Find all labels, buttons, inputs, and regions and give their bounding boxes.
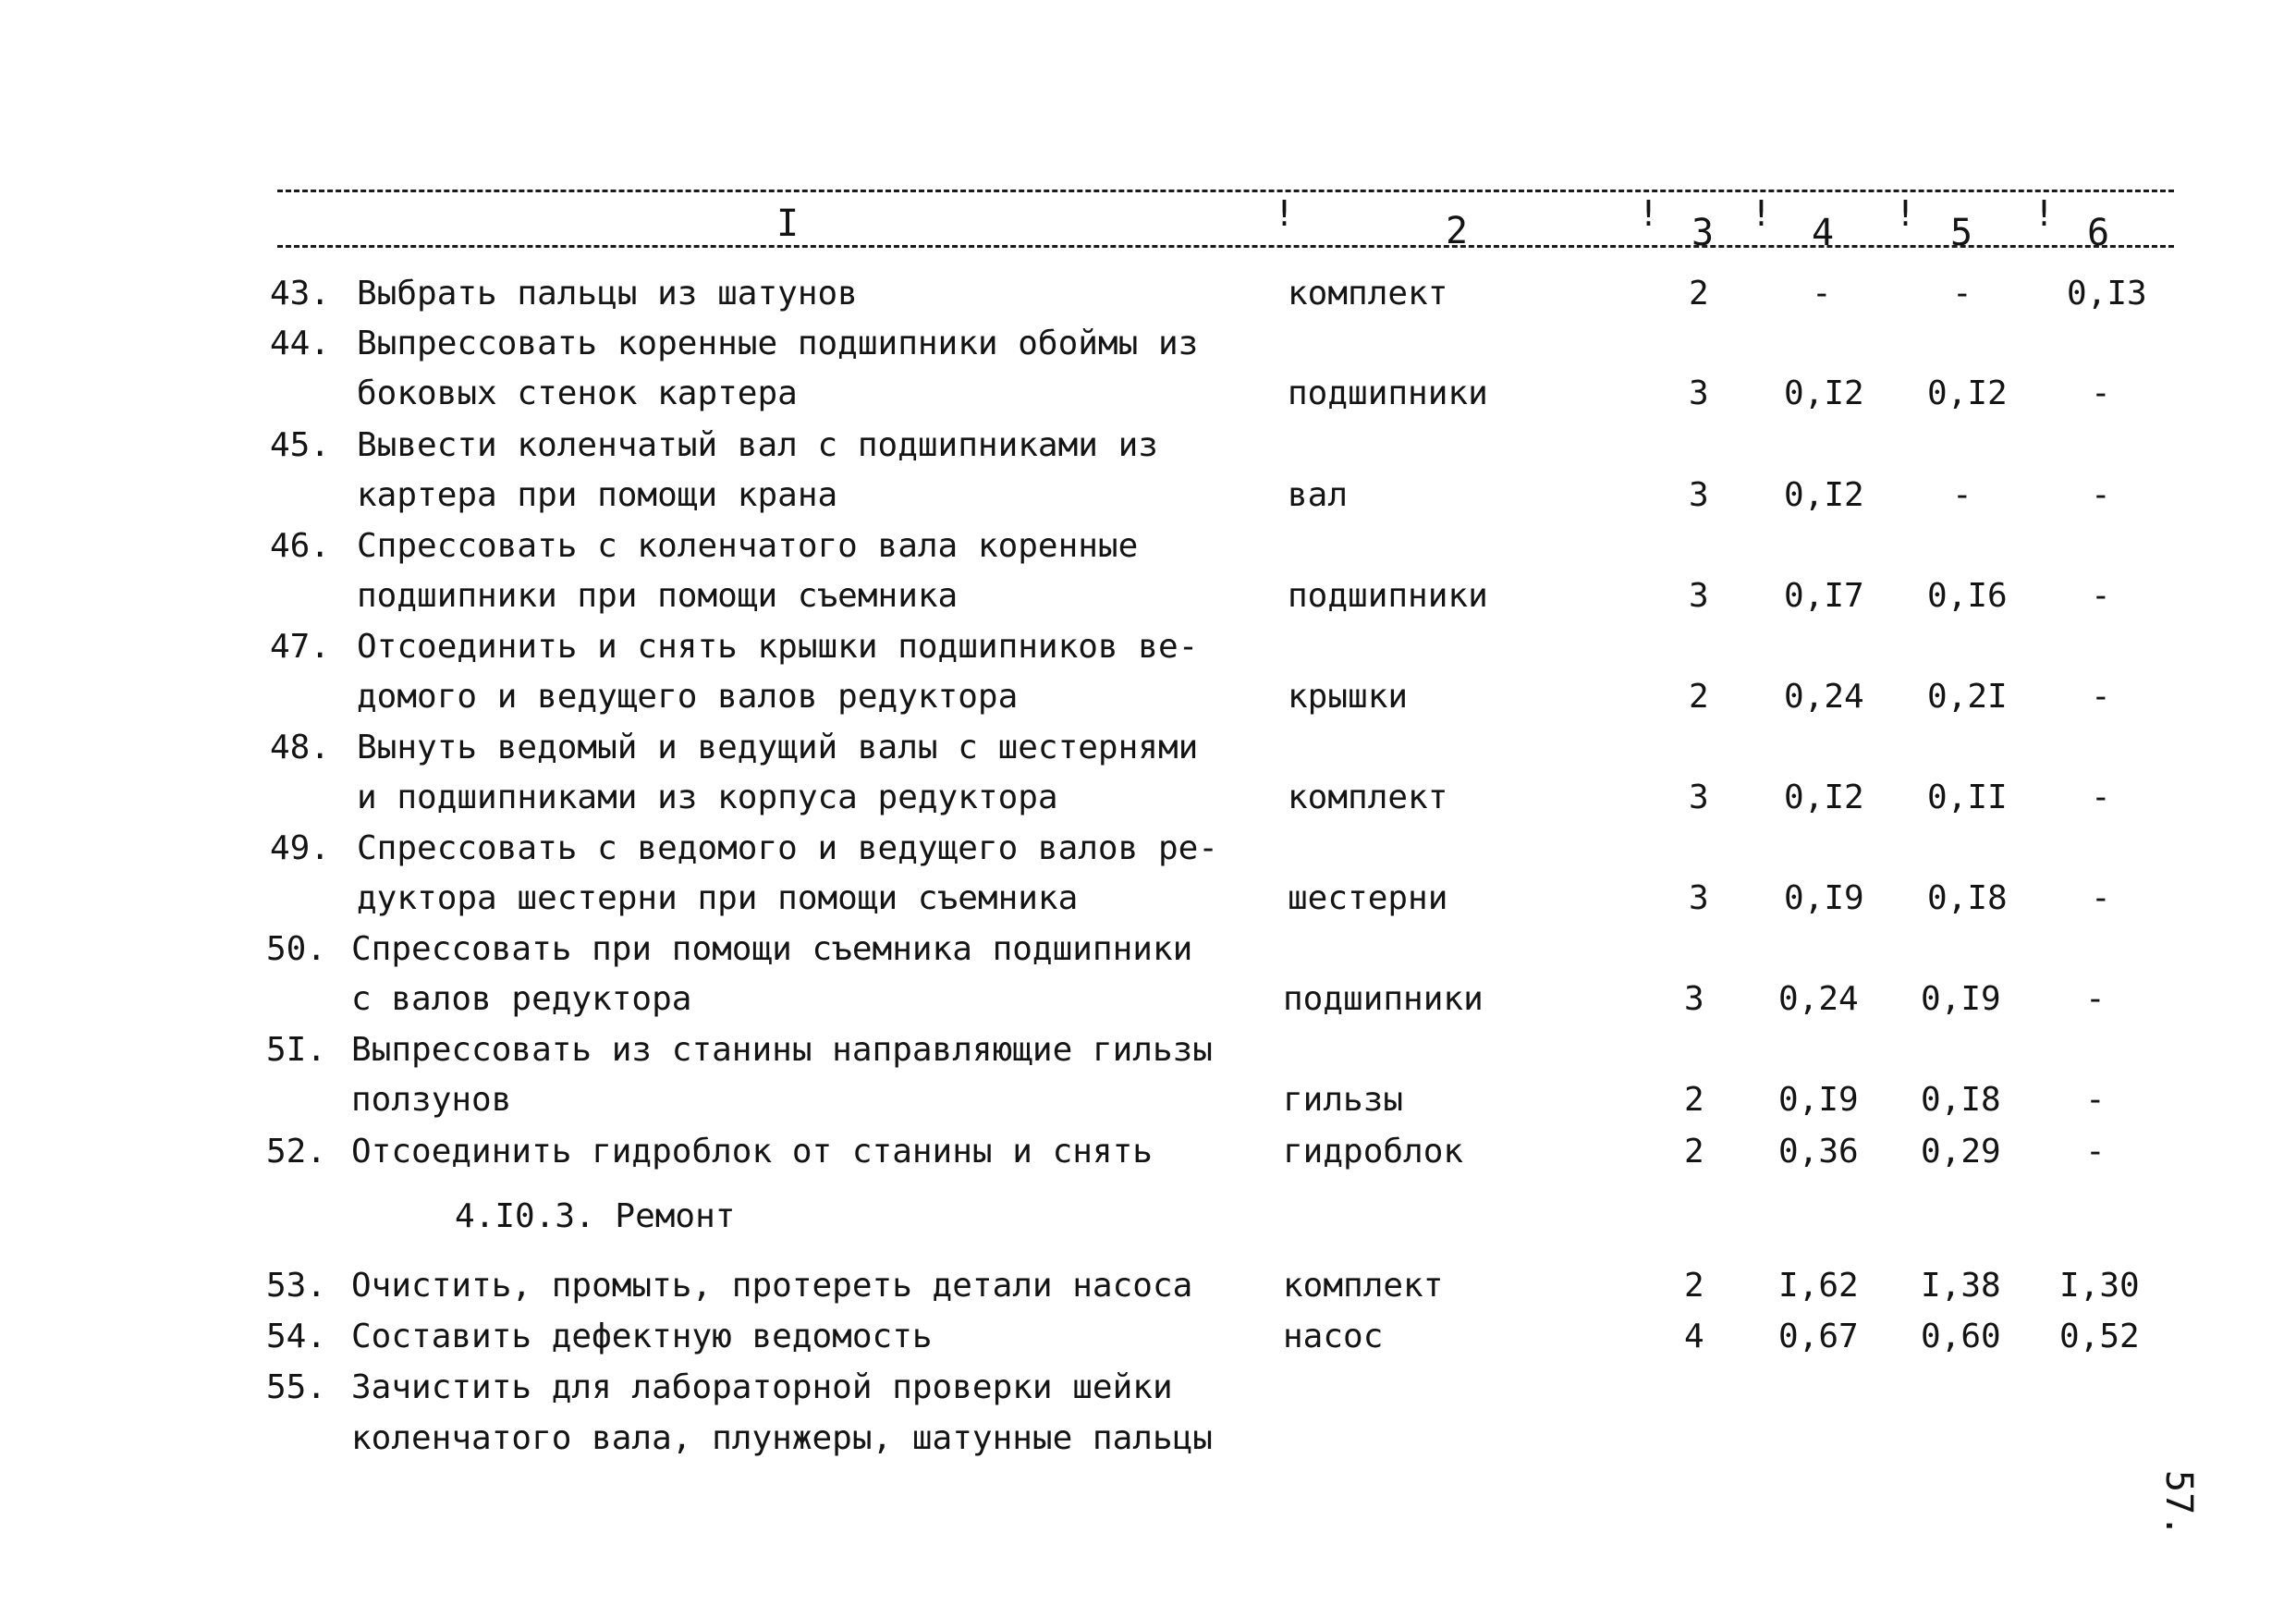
row-operation: Спрессовать с коленчатого вала коренные [357, 527, 1139, 565]
row-unit: комплект [1288, 275, 1448, 313]
row-number: 44. [270, 325, 331, 362]
row-col6: I,30 [2059, 1267, 2140, 1305]
header-top-rule [277, 190, 2174, 192]
row-col6: - [2091, 879, 2111, 917]
row-col6: - [2085, 1081, 2106, 1119]
row-col4: 0,67 [1778, 1318, 1859, 1355]
row-operation-cont: дуктора шестерни при помощи съемника [357, 879, 1079, 917]
row-operation: Выпрессовать из станины направляющие гильзы [351, 1031, 1213, 1069]
row-operation-cont: с валов редуктора [351, 980, 692, 1018]
table-row-continuation [0, 1413, 2296, 1465]
table-row-continuation [0, 368, 2296, 420]
row-number: 48. [270, 729, 331, 766]
row-col4: 0,I2 [1784, 374, 1864, 412]
column-header-3: 3 [1691, 212, 1715, 254]
row-col4: 0,I2 [1784, 476, 1864, 514]
row-col4: I,62 [1778, 1267, 1859, 1305]
row-col3: 2 [1684, 1133, 1704, 1171]
row-col5: 0,I2 [1927, 374, 2008, 412]
row-col4: 0,36 [1778, 1133, 1859, 1171]
row-unit: подшипники [1288, 577, 1488, 615]
row-unit: вал [1288, 476, 1349, 514]
table-row-continuation [0, 772, 2296, 824]
row-number: 47. [270, 628, 331, 666]
row-number: 46. [270, 527, 331, 565]
column-separator: ! [2033, 193, 2055, 234]
row-operation-cont: ползунов [351, 1081, 512, 1119]
row-col4: 0,I9 [1784, 879, 1864, 917]
row-col5: 0,I8 [1921, 1081, 2001, 1119]
row-col5: 0,I9 [1921, 980, 2001, 1018]
page-number: 57. [2157, 1470, 2200, 1538]
table-row-continuation [0, 671, 2296, 723]
row-operation-cont: подшипники при помощи съемника [357, 577, 959, 615]
row-unit: подшипники [1288, 374, 1488, 412]
row-operation: Выбрать пальцы из шатунов [357, 275, 858, 313]
row-col3: 4 [1684, 1318, 1704, 1355]
row-col4: 0,I2 [1784, 778, 1864, 816]
row-col5: - [1952, 476, 1972, 514]
row-unit: подшипники [1283, 980, 1484, 1018]
row-col6: - [2091, 678, 2111, 716]
column-header-1: I [776, 202, 800, 245]
header-bottom-rule [277, 245, 2174, 248]
table-row-continuation [0, 1074, 2296, 1126]
row-col5: 0,I8 [1927, 879, 2008, 917]
row-number: 45. [270, 426, 331, 464]
row-col3: 3 [1689, 476, 1709, 514]
table-row [0, 1024, 2296, 1076]
row-unit: шестерни [1288, 879, 1448, 917]
column-separator: ! [1274, 193, 1295, 234]
table-row [0, 1126, 2296, 1178]
row-col3: 3 [1689, 879, 1709, 917]
row-number: 43. [270, 275, 331, 313]
column-header-6: 6 [2087, 212, 2110, 254]
row-number: 53. [266, 1267, 327, 1305]
row-operation-cont: боковых стенок картера [357, 374, 798, 412]
row-col6: 0,I3 [2067, 275, 2147, 313]
row-unit: комплект [1288, 778, 1448, 816]
row-col6: - [2085, 980, 2106, 1018]
row-col6: - [2091, 476, 2111, 514]
row-col3: 2 [1684, 1081, 1704, 1119]
row-operation: Спрессовать при помощи съемника подшипники [351, 930, 1193, 968]
table-row [0, 521, 2296, 572]
row-col5: 0,I6 [1927, 577, 2008, 615]
row-operation-cont: домого и ведущего валов редуктора [357, 678, 1019, 716]
row-operation: Выпрессовать коренные подшипники обоймы из [357, 325, 1199, 362]
row-col3: 2 [1689, 275, 1709, 313]
row-col6: - [2091, 577, 2111, 615]
row-col4: 0,I9 [1778, 1081, 1859, 1119]
table-row-continuation [0, 974, 2296, 1025]
row-operation: Составить дефектную ведомость [351, 1318, 933, 1355]
table-row [0, 823, 2296, 875]
row-operation: Зачистить для лабораторной проверки шейки [351, 1368, 1173, 1406]
row-col6: - [2091, 778, 2111, 816]
row-col4: 0,I7 [1784, 577, 1864, 615]
row-unit: насос [1283, 1318, 1384, 1355]
row-unit: гильзы [1283, 1081, 1404, 1119]
row-col4: 0,24 [1784, 678, 1864, 716]
row-operation: Очистить, промыть, протереть детали насоса [351, 1267, 1193, 1305]
column-separator: ! [1638, 193, 1659, 234]
column-header-5: 5 [1950, 212, 1973, 254]
row-number: 55. [266, 1368, 327, 1406]
section-title: 4.I0.3. Ремонт [455, 1197, 736, 1235]
row-unit: гидроблок [1283, 1133, 1464, 1171]
row-col6: - [2091, 374, 2111, 412]
table-row [0, 268, 2296, 320]
row-number: 52. [266, 1133, 327, 1171]
row-col3: 3 [1689, 577, 1709, 615]
table-row-continuation [0, 873, 2296, 925]
row-col5: 0,II [1927, 778, 2008, 816]
row-col3: 3 [1684, 980, 1704, 1018]
column-header-2: 2 [1446, 210, 1469, 252]
table-row [0, 318, 2296, 370]
row-col4: - [1812, 275, 1832, 313]
row-unit: комплект [1283, 1267, 1444, 1305]
row-operation: Отсоединить и снять крышки подшипников ве- [357, 628, 1199, 666]
table-row [0, 1362, 2296, 1414]
table-row [0, 722, 2296, 774]
column-separator: ! [1895, 193, 1916, 234]
row-operation: Спрессовать с ведомого и ведущего валов ре- [357, 829, 1218, 867]
table-row-continuation [0, 470, 2296, 521]
row-col6: - [2085, 1133, 2106, 1171]
table-row [0, 621, 2296, 673]
row-operation-cont: и подшипниками из корпуса редуктора [357, 778, 1058, 816]
row-col5: 0,60 [1921, 1318, 2001, 1355]
row-col3: 2 [1689, 678, 1709, 716]
row-col3: 2 [1684, 1267, 1704, 1305]
row-col3: 3 [1689, 374, 1709, 412]
row-number: 49. [270, 829, 331, 867]
row-col6: 0,52 [2059, 1318, 2140, 1355]
table-row-continuation [0, 570, 2296, 622]
table-row [0, 1311, 2296, 1363]
row-operation: Отсоединить гидроблок от станины и снять [351, 1133, 1153, 1171]
table-row [0, 1260, 2296, 1312]
table-row [0, 924, 2296, 975]
row-col4: 0,24 [1778, 980, 1859, 1018]
row-number: 54. [266, 1318, 327, 1355]
row-number: 50. [266, 930, 327, 968]
row-col5: - [1952, 275, 1972, 313]
column-header-4: 4 [1812, 212, 1835, 254]
row-operation-cont: коленчатого вала, плунжеры, шатунные пальцы [351, 1419, 1213, 1457]
row-col3: 3 [1689, 778, 1709, 816]
row-col5: I,38 [1921, 1267, 2001, 1305]
row-operation: Вынуть ведомый и ведущий валы с шестернями [357, 729, 1199, 766]
row-operation: Вывести коленчатый вал с подшипниками из [357, 426, 1158, 464]
row-operation-cont: картера при помощи крана [357, 476, 838, 514]
column-separator: ! [1751, 193, 1772, 234]
row-col5: 0,29 [1921, 1133, 2001, 1171]
row-number: 5I. [266, 1031, 327, 1069]
row-unit: крышки [1288, 678, 1409, 716]
table-row [0, 420, 2296, 472]
row-col5: 0,2I [1927, 678, 2008, 716]
